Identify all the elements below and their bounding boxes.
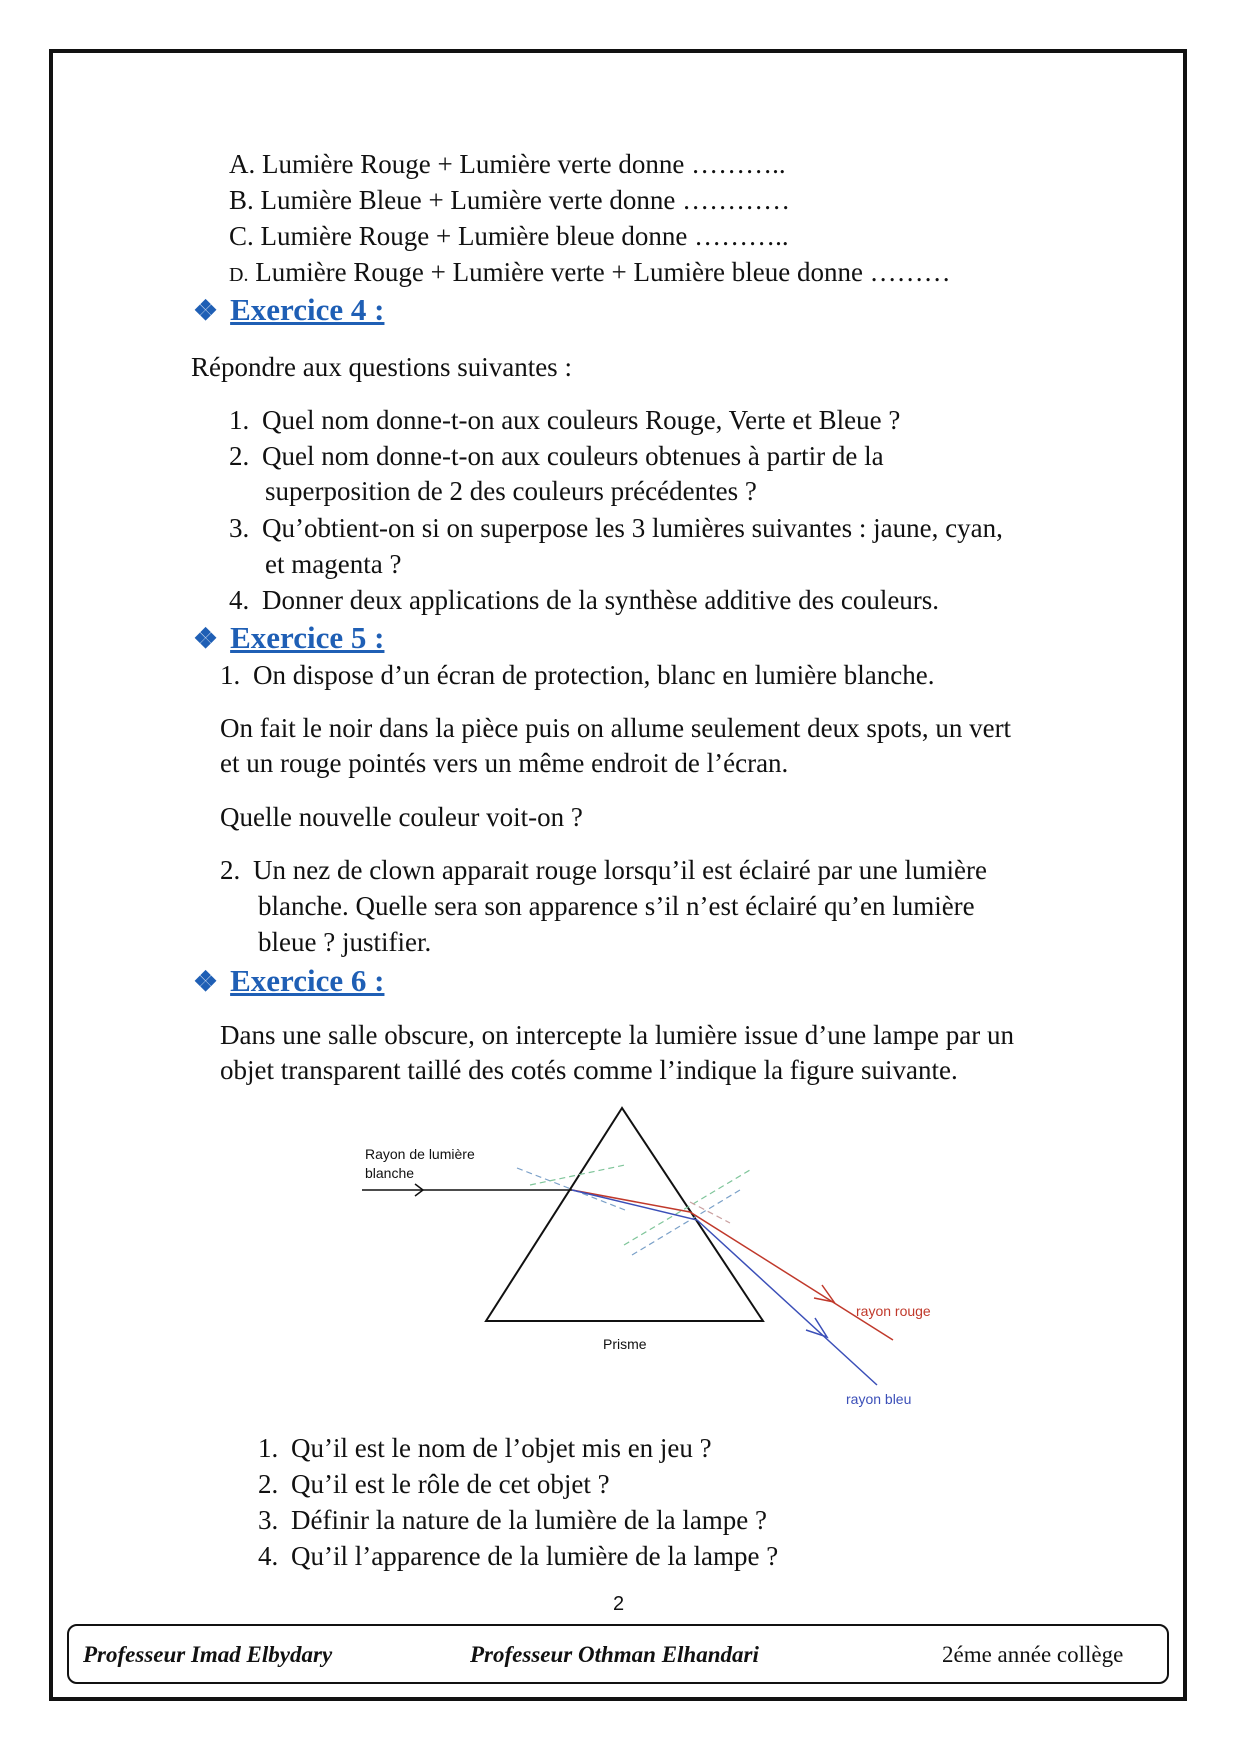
footer	[67, 1624, 1169, 1684]
question	[229, 439, 884, 473]
question-text: Donner deux applications de la synthèse additive des couleurs.	[262, 585, 940, 615]
question	[258, 1431, 712, 1465]
diamond-bullet-icon: ❖	[193, 624, 219, 655]
paragraph-line: On fait le noir dans la pièce puis on allume seulement deux spots, un vert	[220, 713, 1012, 743]
blue-ray-label: rayon bleu	[846, 1391, 912, 1407]
question-number: 2.	[229, 441, 250, 471]
exercise-6-title: ❖ Exercice 6 :	[193, 963, 385, 998]
question-continuation: et magenta ?	[265, 549, 402, 579]
question-number: 1.	[229, 405, 250, 435]
list-item-text: Lumière Bleue + Lumière verte donne …………	[260, 185, 791, 215]
list-marker: C.	[229, 221, 254, 251]
incident-ray-label-line1: Rayon de lumière	[365, 1146, 475, 1162]
question	[229, 511, 1003, 545]
question-text: Quel nom donne-t-on aux couleurs Rouge, Verte et Bleue ?	[262, 405, 901, 435]
question-text: Qu’il est le nom de l’objet mis en jeu ?	[291, 1433, 712, 1463]
question	[258, 1503, 767, 1537]
red-ray	[572, 1190, 893, 1340]
exercise-4-intro: Répondre aux questions suivantes :	[191, 352, 572, 382]
list-marker: A.	[229, 149, 256, 179]
question-number: 1.	[258, 1433, 279, 1463]
list-item	[229, 219, 789, 253]
page-number: 2	[613, 1593, 625, 1615]
list-marker: B.	[229, 185, 254, 215]
list-marker: D.	[229, 264, 249, 286]
list-item	[229, 147, 786, 181]
list-item-text: Lumière Rouge + Lumière verte donne ………..	[262, 149, 786, 179]
question-number: 2.	[220, 855, 241, 885]
question-text: On dispose d’un écran de protection, blanc en lumière blanche.	[253, 660, 935, 690]
list-item	[229, 255, 951, 292]
question-text: Qu’il est le rôle de cet objet ?	[291, 1469, 610, 1499]
paragraph-line: et un rouge pointés vers un même endroit de l’écran.	[220, 748, 789, 778]
question-number: 3.	[229, 513, 250, 543]
red-arrow-icon	[814, 1285, 834, 1302]
question-continuation: superposition de 2 des couleurs précédentes ?	[265, 476, 757, 506]
question	[229, 403, 900, 437]
question	[229, 583, 939, 617]
question-number: 3.	[258, 1505, 279, 1535]
question-number: 4.	[258, 1541, 279, 1571]
question	[258, 1467, 610, 1501]
question	[220, 853, 987, 887]
exercise-4-title: ❖ Exercice 4 :	[193, 292, 385, 327]
prism-label: Prisme	[603, 1336, 647, 1352]
question-text: Quelle nouvelle couleur voit-on ?	[220, 802, 583, 832]
question-number: 2.	[258, 1469, 279, 1499]
question	[258, 1539, 778, 1573]
question-text: Un nez de clown apparait rouge lorsqu’il est éclairé par une lumière	[253, 855, 987, 885]
paragraph-line: objet transparent taillé des cotés comme l’indique la figure suivante.	[220, 1055, 958, 1085]
exercise-5-title: ❖ Exercice 5 :	[193, 620, 385, 655]
list-item-text: Lumière Rouge + Lumière bleue donne ………..	[260, 221, 789, 251]
question-continuation: bleue ? justifier.	[258, 927, 432, 957]
list-item	[229, 183, 790, 217]
diamond-bullet-icon: ❖	[193, 296, 219, 327]
paragraph-line: Dans une salle obscure, on intercepte la lumière issue d’une lampe par un	[220, 1020, 1014, 1050]
footer-author-2: Professeur Othman Elhandari	[470, 1642, 759, 1667]
question-text: Qu’il l’apparence de la lumière de la lampe ?	[291, 1541, 779, 1571]
incident-ray-label-line2: blanche	[365, 1165, 415, 1181]
diamond-bullet-icon: ❖	[193, 967, 219, 998]
question-text: Qu’obtient-on si on superpose les 3 lumières suivantes : jaune, cyan,	[262, 513, 1003, 543]
normal-line	[530, 1165, 625, 1185]
footer-class-level: 2éme année collège	[942, 1642, 1124, 1667]
question-number: 1.	[220, 660, 241, 690]
question-text: Quel nom donne-t-on aux couleurs obtenues à partir de la	[262, 441, 884, 471]
red-ray-label: rayon rouge	[856, 1303, 931, 1319]
prism-triangle	[486, 1108, 763, 1321]
list-item-text: Lumière Rouge + Lumière verte + Lumière bleue donne ………	[255, 257, 951, 287]
question-number: 4.	[229, 585, 250, 615]
blue-arrow-icon	[806, 1318, 827, 1337]
question-text: Définir la nature de la lumière de la lampe ?	[291, 1505, 768, 1535]
blue-ray	[572, 1190, 877, 1385]
question-continuation: blanche. Quelle sera son apparence s’il n’est éclairé qu’en lumière	[258, 891, 975, 921]
question	[220, 658, 935, 692]
footer-author-1: Professeur Imad Elbydary	[83, 1642, 333, 1667]
